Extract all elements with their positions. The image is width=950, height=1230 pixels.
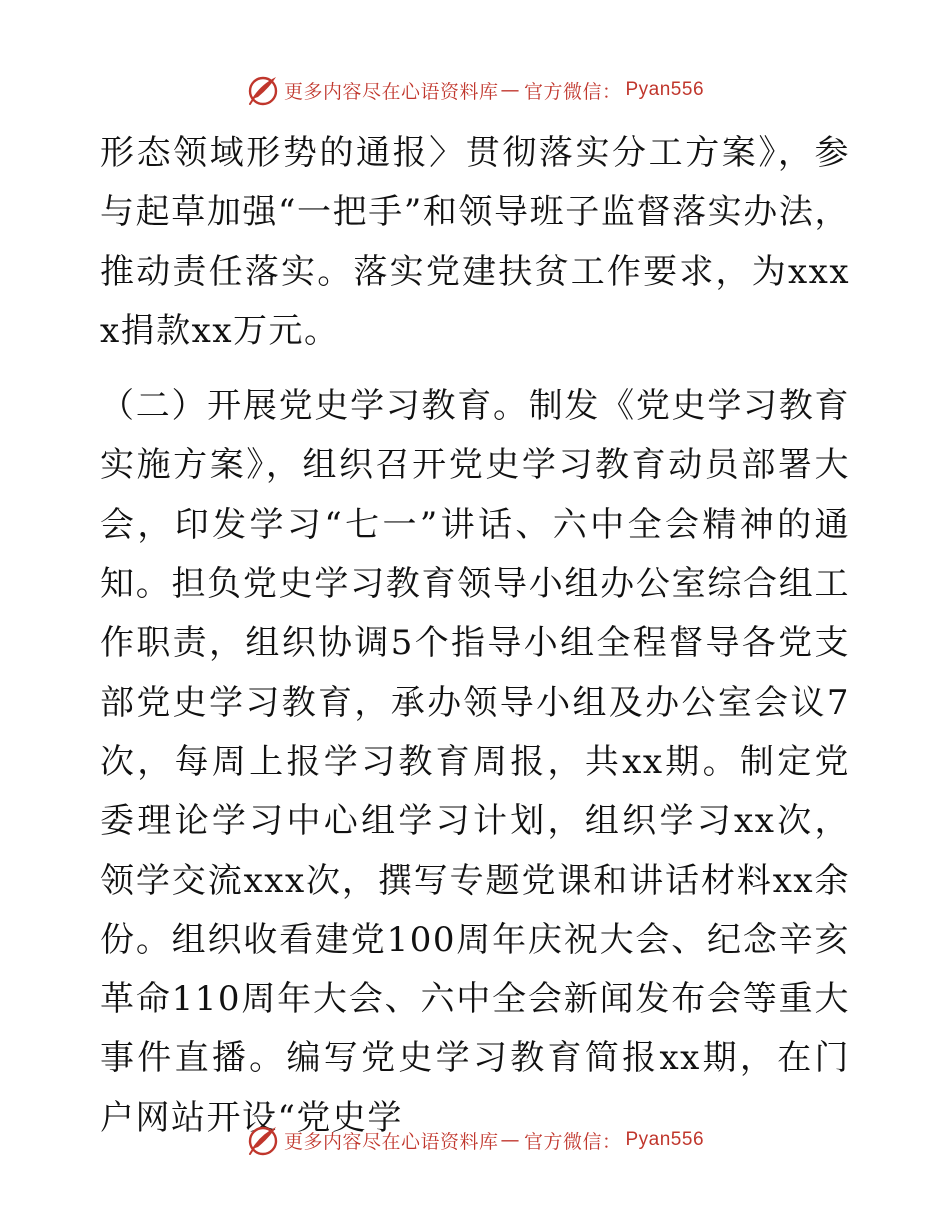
footer-watermark [0,1120,950,1160]
watermark-main-text: 更多内容尽在心语资料库 [283,1130,499,1153]
watermark-separator: — [500,79,520,101]
watermark-official-label: 官方微信： [523,80,622,103]
watermark-wechat-handle: Pyan556 [625,79,705,100]
body-paragraph-1: 形态领域形势的通报〉贯彻落实分工方案》，参与起草加强“一把手”和领导班子监督落实办法，推动责任落实。落实党建扶贫工作要求，为xxxx捐款xx万元。 [100,133,850,351]
header-watermark [0,70,950,110]
body-paragraph-2: （二）开展党史学习教育。制发《党史学习教育实施方案》，组织召开党史学习教育动员部署大会，印发学习“七一”讲话、六中全会精神的通知。担负党史学习教育领导小组办公室综合组工作职责，组织协调5个指导小组全程督导各党支部党史学习教育，承办领导小组及办公室会议7次，每周上报学习教育周报，共xx期。制定党委理论学习中心组学习计划，组织学习xx次，领学交流xxx次，撰写专题党课和讲话材料xx余份。组织收看建党100周年庆祝大会、纪念辛亥革命110周年大会、六中全会新闻发布会等重大事件直播。编写党史学习教育简报xx期，在门户网站开设“党史学 [100,386,850,1138]
document-body [100,124,850,1148]
watermark-wechat-handle: Pyan556 [625,1129,705,1150]
quill-seal-icon [246,73,280,107]
watermark-main-text: 更多内容尽在心语资料库 [283,80,499,103]
watermark-separator: — [500,1129,520,1151]
quill-seal-icon [246,1123,280,1157]
watermark-official-label: 官方微信： [523,1130,622,1153]
